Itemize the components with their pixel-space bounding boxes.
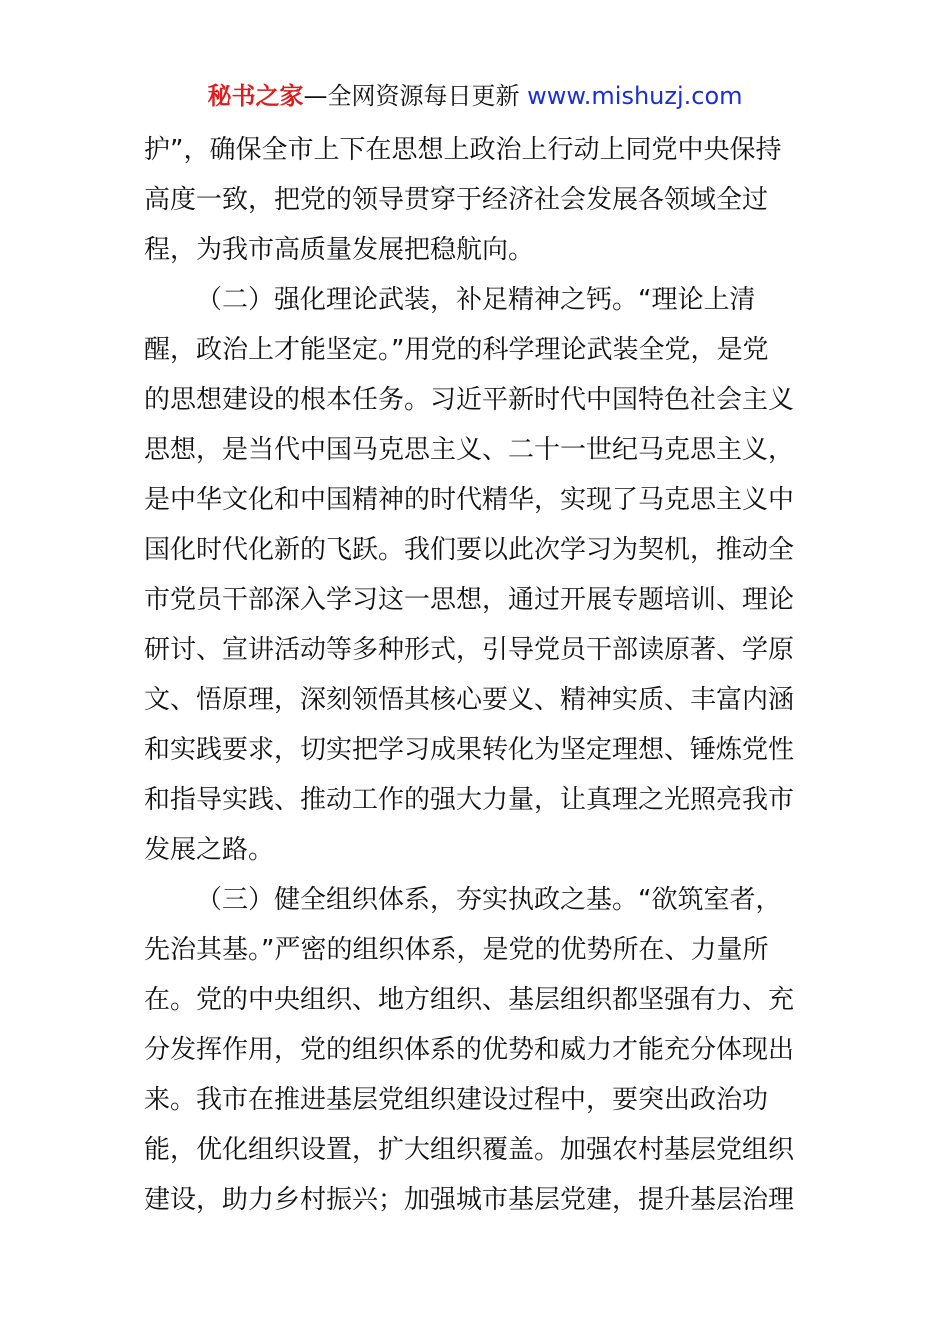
section-heading-line: （三）健全组织体系，夯实执政之基。“欲筑室者， — [196, 885, 782, 915]
text-line: 建设，助力乡村振兴；加强城市基层党建，提升基层治理 — [144, 1185, 795, 1215]
section-heading-line: （二）强化理论武装，补足精神之钙。“理论上清 — [196, 285, 756, 315]
header-tagline: —全网资源每日更新 — [303, 82, 528, 110]
text-line: 研讨、宣讲活动等多种形式，引导党员干部读原著、学原 — [144, 635, 795, 665]
text-line: 国化时代化新的飞跃。我们要以此次学习为契机，推动全 — [144, 535, 795, 565]
text-line: 是中华文化和中国精神的时代精华，实现了马克思主义中 — [144, 485, 795, 515]
text-line: 和实践要求，切实把学习成果转化为坚定理想、锤炼党性 — [144, 735, 795, 765]
document-body — [144, 125, 814, 1225]
text-line: 市党员干部深入学习这一思想，通过开展专题培训、理论 — [144, 585, 795, 615]
brand-name: 秘书之家 — [207, 82, 304, 110]
text-line: 醒，政治上才能坚定。”用党的科学理论武装全党，是党 — [144, 335, 769, 365]
text-line: 来。我市在推进基层党组织建设过程中，要突出政治功 — [144, 1085, 769, 1115]
text-line: 先治其基。”严密的组织体系，是党的优势所在、力量所 — [144, 935, 769, 965]
text-line: 文、悟原理，深刻领悟其核心要义、精神实质、丰富内涵 — [144, 685, 795, 715]
text-line: 程，为我市高质量发展把稳航向。 — [144, 235, 535, 265]
text-line: 的思想建设的根本任务。习近平新时代中国特色社会主义 — [144, 385, 795, 415]
text-line: 思想，是当代中国马克思主义、二十一世纪马克思主义， — [144, 435, 795, 465]
site-url-link[interactable]: www.mishuzj.com — [527, 82, 743, 110]
text-line: 发展之路。 — [144, 835, 275, 865]
text-line: 高度一致，把党的领导贯穿于经济社会发展各领域全过 — [144, 185, 769, 215]
text-line: 分发挥作用，党的组织体系的优势和威力才能充分体现出 — [144, 1035, 795, 1065]
site-header — [0, 80, 950, 112]
text-line: 护”，确保全市上下在思想上政治上行动上同党中央保持 — [144, 135, 782, 165]
text-line: 在。党的中央组织、地方组织、基层组织都坚强有力、充 — [144, 985, 795, 1015]
text-line: 能，优化组织设置，扩大组织覆盖。加强农村基层党组织 — [144, 1135, 795, 1165]
text-line: 和指导实践、推动工作的强大力量，让真理之光照亮我市 — [144, 785, 795, 815]
